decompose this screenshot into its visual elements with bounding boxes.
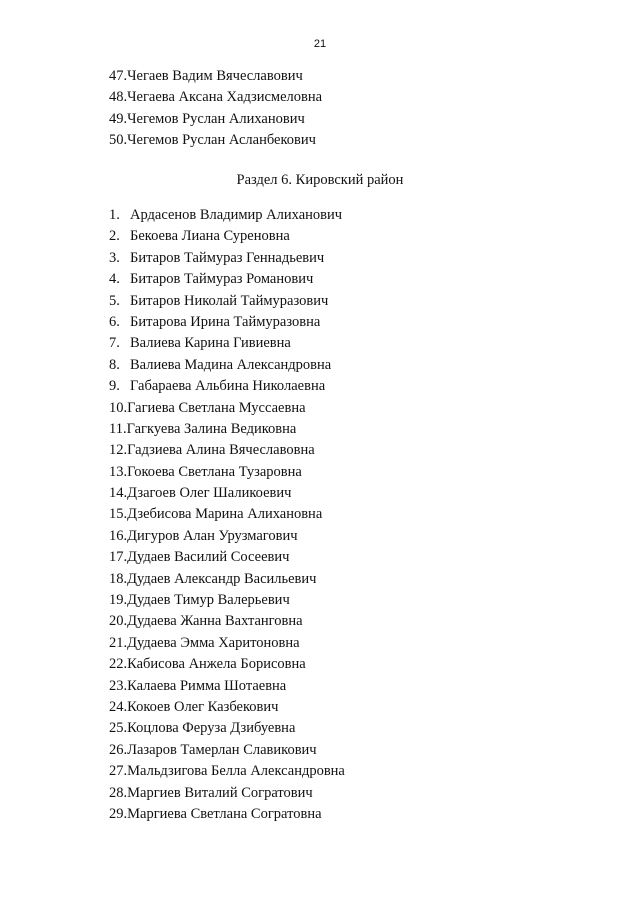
item-name: Дигуров Алан Урузмагович: [127, 527, 298, 544]
item-number: 22.: [109, 656, 128, 673]
item-number: 24.: [109, 698, 128, 715]
item-number: 16.: [109, 527, 128, 544]
list-item: [109, 783, 345, 804]
name-list-kirovsky: [109, 205, 345, 825]
list-item: [109, 676, 345, 697]
item-name: Валиева Мадина Александровна: [130, 356, 332, 373]
list-item: [109, 130, 322, 151]
item-name: Кокоев Олег Казбекович: [127, 698, 279, 715]
list-item: [109, 291, 345, 312]
item-number: 5.: [109, 292, 120, 309]
item-number: 17.: [109, 549, 128, 566]
list-item: [109, 761, 345, 782]
item-name: Битаров Таймураз Романович: [130, 271, 314, 288]
item-number: 23.: [109, 677, 128, 694]
list-item: [109, 333, 345, 354]
item-name: Ардасенов Владимир Алиханович: [130, 207, 343, 223]
item-name: Чегаев Вадим Вячеславович: [127, 68, 303, 84]
item-number: 29.: [109, 805, 128, 822]
item-name: Маргиев Виталий Согратович: [127, 784, 313, 801]
item-name: Дудаев Александр Васильевич: [127, 570, 317, 587]
item-name: Калаева Римма Шотаевна: [127, 677, 287, 694]
list-item: [109, 226, 345, 247]
item-name: Битаров Николай Таймуразович: [130, 292, 329, 309]
list-item: [109, 248, 345, 269]
list-item: [109, 697, 345, 718]
item-name: Кабисова Анжела Борисовна: [127, 656, 306, 673]
item-name: Дудаев Василий Сосеевич: [127, 549, 290, 566]
item-number: 47.: [109, 68, 128, 84]
item-name: Гокоева Светлана Тузаровна: [127, 463, 302, 480]
item-name: Гагкуева Залина Ведиковна: [126, 420, 297, 437]
item-number: 25.: [109, 720, 128, 737]
item-number: 49.: [109, 110, 128, 127]
item-name: Дудаева Эмма Харитоновна: [127, 634, 300, 651]
item-name: Гадзиева Алина Вячеславовна: [127, 442, 315, 459]
item-number: 7.: [109, 335, 120, 352]
list-item: [109, 398, 345, 419]
item-number: 18.: [109, 570, 128, 587]
list-item: [109, 526, 345, 547]
item-number: 12.: [109, 442, 128, 459]
item-number: 15.: [109, 506, 128, 523]
list-item: [109, 312, 345, 333]
item-number: 27.: [109, 763, 128, 780]
list-item: [109, 205, 345, 226]
list-item: [109, 611, 345, 632]
list-item: [109, 547, 345, 568]
item-number: 8.: [109, 356, 120, 373]
item-number: 11.: [109, 420, 127, 437]
item-name: Габараева Альбина Николаевна: [130, 378, 326, 395]
item-number: 21.: [109, 634, 128, 651]
item-number: 4.: [109, 271, 120, 288]
name-list-continued: [109, 66, 322, 152]
item-name: Гагиева Светлана Муссаевна: [127, 399, 306, 416]
item-number: 6.: [109, 313, 120, 330]
item-name: Битаров Таймураз Геннадьевич: [130, 249, 325, 266]
list-item: [109, 440, 345, 461]
item-name: Валиева Карина Гивиевна: [130, 335, 291, 352]
list-item: [109, 462, 345, 483]
item-number: 20.: [109, 613, 128, 630]
list-item: [109, 376, 345, 397]
item-number: 14.: [109, 485, 128, 502]
item-name: Дудаева Жанна Вахтанговна: [127, 613, 303, 630]
list-item: [109, 66, 322, 87]
item-name: Дудаев Тимур Валерьевич: [127, 592, 290, 609]
item-number: 48.: [109, 89, 128, 106]
list-item: [109, 804, 345, 825]
item-name: Чегаева Аксана Хадзисмеловна: [127, 89, 323, 106]
item-name: Лазаров Тамерлан Славикович: [127, 741, 317, 758]
item-name: Дзебисова Марина Алихановна: [127, 506, 323, 523]
item-number: 28.: [109, 784, 128, 801]
item-number: 26.: [109, 741, 128, 758]
item-number: 3.: [109, 249, 120, 266]
list-item: [109, 654, 345, 675]
item-name: Коцлова Феруза Дзибуевна: [127, 720, 296, 737]
item-number: 50.: [109, 132, 128, 149]
list-item: [109, 590, 345, 611]
item-name: Маргиева Светлана Согратовна: [127, 805, 322, 822]
list-item: [109, 483, 345, 504]
page-number: 21: [313, 38, 327, 50]
list-item: [109, 504, 345, 525]
item-number: 2.: [109, 228, 120, 245]
list-item: [109, 87, 322, 108]
item-number: 1.: [109, 207, 120, 223]
list-item: [109, 633, 345, 654]
item-name: Бекоева Лиана Суреновна: [130, 228, 290, 245]
item-name: Битарова Ирина Таймуразовна: [130, 313, 321, 330]
list-item: [109, 740, 345, 761]
item-number: 9.: [109, 378, 120, 395]
item-name: Мальдзигова Белла Александровна: [127, 763, 345, 780]
list-item: [109, 419, 345, 440]
item-number: 19.: [109, 592, 128, 609]
list-item: [109, 355, 345, 376]
list-item: [109, 269, 345, 290]
list-item: [109, 718, 345, 739]
list-item: [109, 109, 322, 130]
item-name: Дзагоев Олег Шаликоевич: [127, 485, 292, 502]
item-name: Чегемов Руслан Асланбекович: [127, 132, 316, 149]
list-item: [109, 569, 345, 590]
item-number: 10.: [109, 399, 128, 416]
item-number: 13.: [109, 463, 128, 480]
item-name: Чегемов Руслан Алиханович: [127, 110, 305, 127]
section-title: Раздел 6. Кировский район: [236, 172, 404, 188]
